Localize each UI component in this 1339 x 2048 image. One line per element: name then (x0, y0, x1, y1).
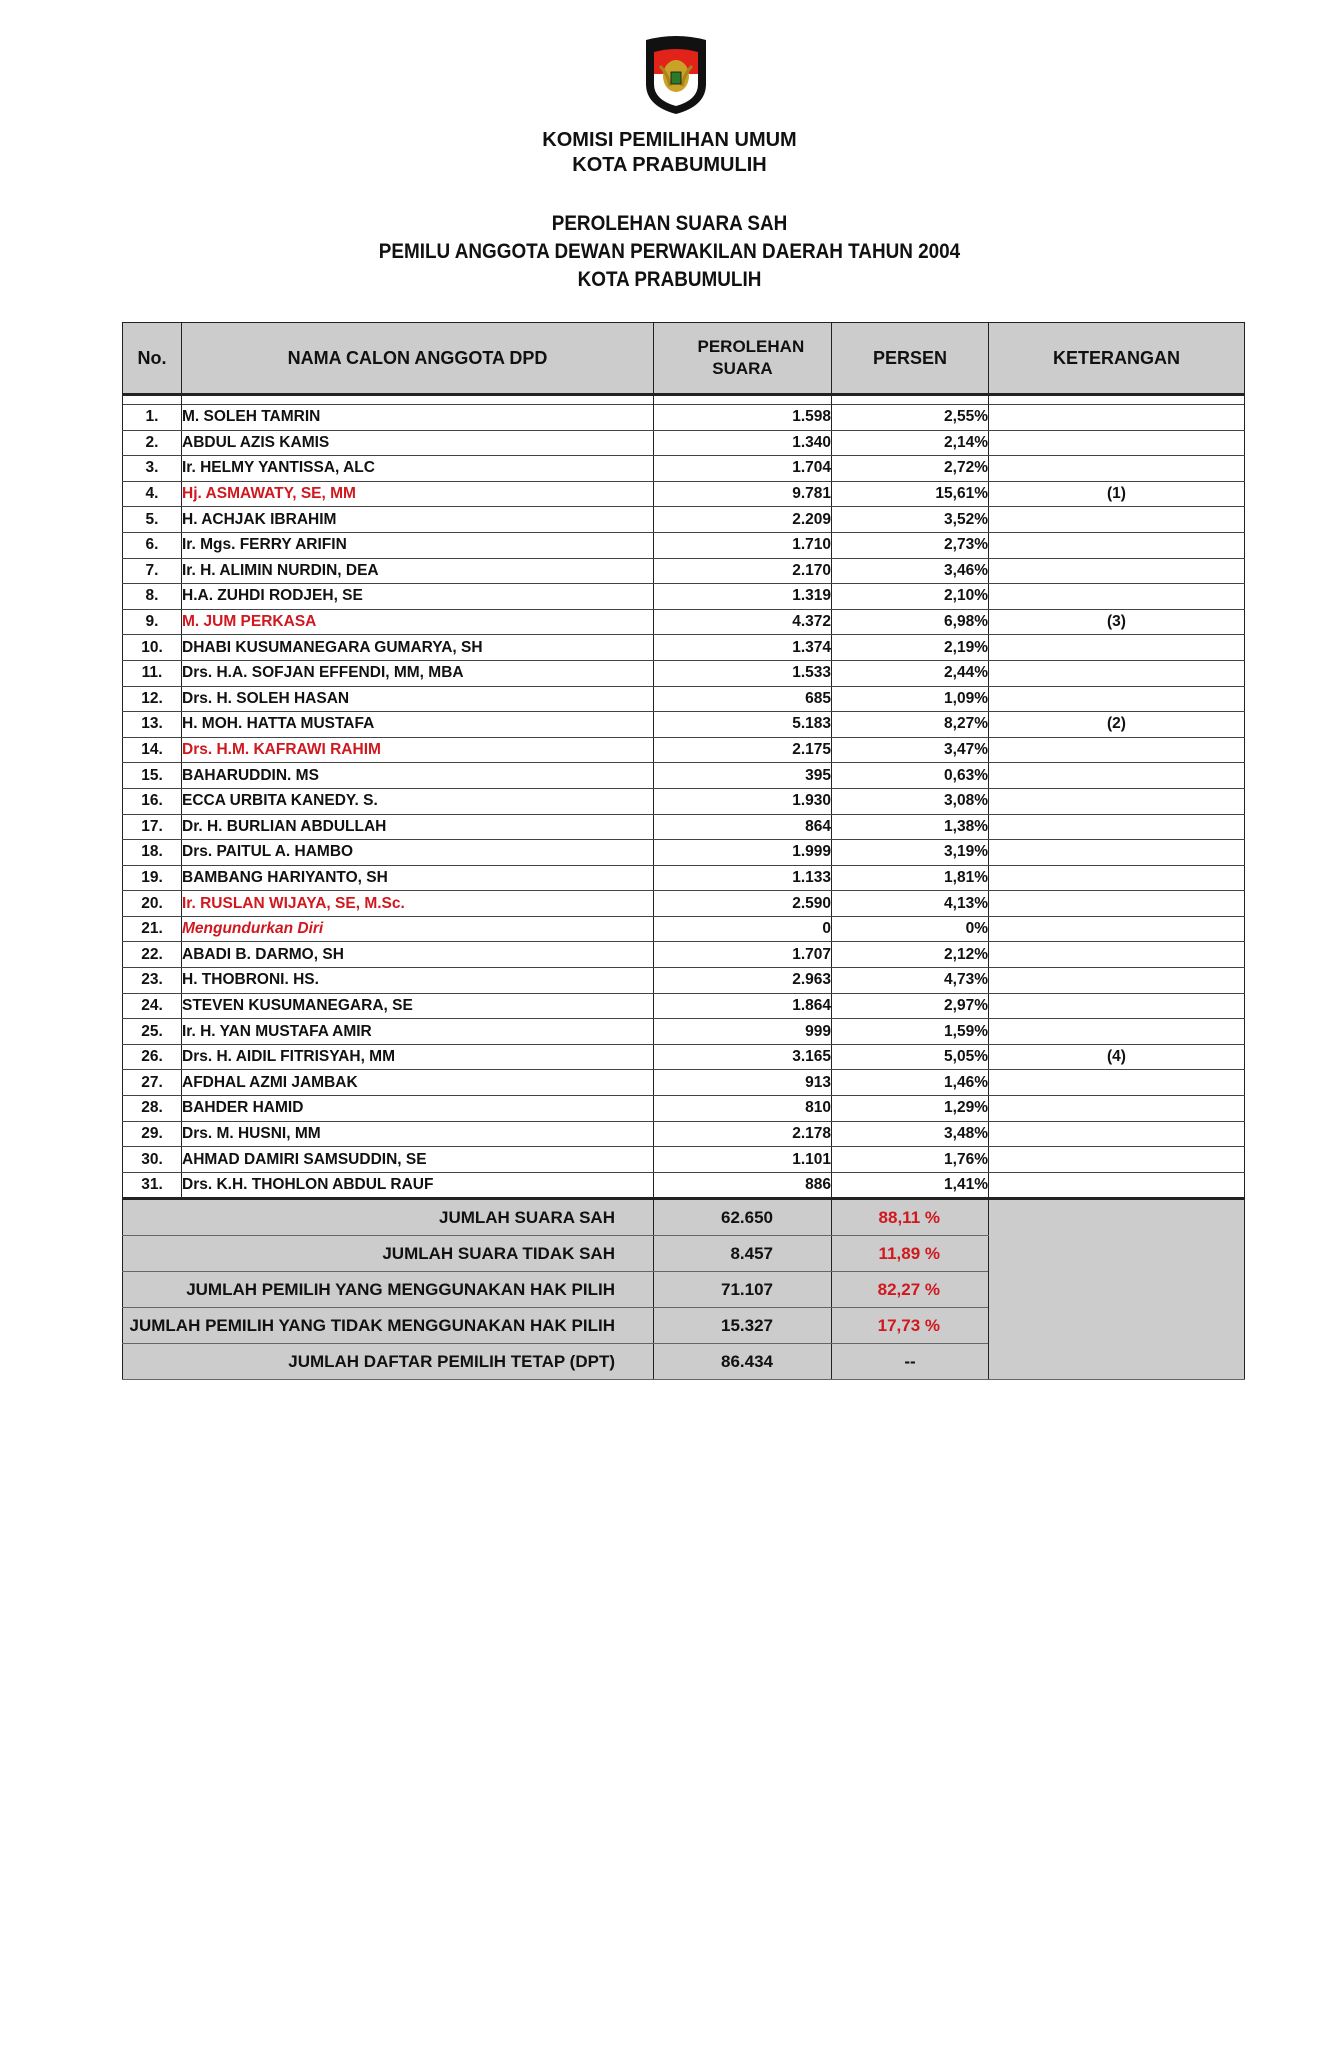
remark (989, 916, 1245, 942)
table-row (123, 891, 1245, 917)
vote-count: 1.374 (654, 635, 832, 661)
candidate-name: Ir. H. ALIMIN NURDIN, DEA (182, 558, 654, 584)
summary-value: 86.434 (654, 1344, 832, 1380)
row-number: 16. (123, 788, 182, 814)
row-number: 19. (123, 865, 182, 891)
summary-notes-cell (989, 1199, 1245, 1380)
summary-label: JUMLAH PEMILIH YANG MENGGUNAKAN HAK PILIH (123, 1272, 654, 1308)
row-number: 29. (123, 1121, 182, 1147)
table-row (123, 430, 1245, 456)
results-table (122, 322, 1245, 1380)
remark (989, 993, 1245, 1019)
vote-count: 810 (654, 1096, 832, 1122)
vote-percent: 2,97% (832, 993, 989, 1019)
vote-percent: 6,98% (832, 609, 989, 635)
vote-count: 0 (654, 916, 832, 942)
vote-count: 2.175 (654, 737, 832, 763)
vote-count: 395 (654, 763, 832, 789)
table-row (123, 942, 1245, 968)
vote-count: 999 (654, 1019, 832, 1045)
table-row (123, 584, 1245, 610)
vote-percent: 2,14% (832, 430, 989, 456)
doc-title-line3: KOTA PRABUMULIH (577, 268, 762, 291)
row-number: 3. (123, 456, 182, 482)
candidate-name: Mengundurkan Diri (182, 916, 654, 942)
candidate-name: Drs. H.M. KAFRAWI RAHIM (182, 737, 654, 763)
row-number: 4. (123, 481, 182, 507)
row-number: 13. (123, 712, 182, 738)
candidate-name: H. ACHJAK IBRAHIM (182, 507, 654, 533)
remark (989, 584, 1245, 610)
remark (989, 405, 1245, 431)
row-number: 18. (123, 840, 182, 866)
summary-value: 71.107 (654, 1272, 832, 1308)
vote-count: 1.999 (654, 840, 832, 866)
vote-percent: 0% (832, 916, 989, 942)
remark: (1) (989, 481, 1245, 507)
candidate-name: DHABI KUSUMANEGARA GUMARYA, SH (182, 635, 654, 661)
remark (989, 1096, 1245, 1122)
col-header-notes: KETERANGAN (989, 323, 1245, 395)
candidate-name: Hj. ASMAWATY, SE, MM (182, 481, 654, 507)
summary-label: JUMLAH SUARA SAH (123, 1199, 654, 1236)
kpu-emblem-icon (640, 34, 712, 116)
row-number: 1. (123, 405, 182, 431)
summary-label: JUMLAH SUARA TIDAK SAH (123, 1236, 654, 1272)
vote-percent: 5,05% (832, 1044, 989, 1070)
candidate-name: STEVEN KUSUMANEGARA, SE (182, 993, 654, 1019)
candidate-name: Ir. HELMY YANTISSA, ALC (182, 456, 654, 482)
doc-title-line2: PEMILU ANGGOTA DEWAN PERWAKILAN DAERAH TAHUN 2004 (378, 240, 961, 263)
row-number: 11. (123, 660, 182, 686)
remark: (4) (989, 1044, 1245, 1070)
vote-percent: 0,63% (832, 763, 989, 789)
remark (989, 763, 1245, 789)
summary-label: JUMLAH DAFTAR PEMILIH TETAP (DPT) (123, 1344, 654, 1380)
vote-percent: 4,13% (832, 891, 989, 917)
vote-count: 1.704 (654, 456, 832, 482)
remark (989, 507, 1245, 533)
table-row (123, 635, 1245, 661)
remark (989, 840, 1245, 866)
vote-count: 1.533 (654, 660, 832, 686)
vote-percent: 3,46% (832, 558, 989, 584)
table-row (123, 1070, 1245, 1096)
vote-count: 1.598 (654, 405, 832, 431)
remark (989, 942, 1245, 968)
vote-percent: 1,81% (832, 865, 989, 891)
candidate-name: Ir. H. YAN MUSTAFA AMIR (182, 1019, 654, 1045)
candidate-name: Ir. RUSLAN WIJAYA, SE, M.Sc. (182, 891, 654, 917)
remark (989, 1070, 1245, 1096)
remark (989, 430, 1245, 456)
vote-count: 1.340 (654, 430, 832, 456)
vote-count: 685 (654, 686, 832, 712)
org-city: KOTA PRABUMULIH (572, 154, 767, 176)
vote-percent: 1,38% (832, 814, 989, 840)
vote-percent: 2,55% (832, 405, 989, 431)
remark (989, 558, 1245, 584)
candidate-name: Drs. PAITUL A. HAMBO (182, 840, 654, 866)
vote-count: 2.590 (654, 891, 832, 917)
row-number: 24. (123, 993, 182, 1019)
vote-percent: 1,29% (832, 1096, 989, 1122)
table-header-row (123, 323, 1245, 395)
col-header-votes-label: PEROLEHAN SUARA (697, 337, 805, 378)
vote-count: 886 (654, 1172, 832, 1199)
summary-value: 8.457 (654, 1236, 832, 1272)
summary-percent: 82,27 % (832, 1272, 989, 1308)
table-row (123, 968, 1245, 994)
vote-percent: 3,08% (832, 788, 989, 814)
table-row (123, 609, 1245, 635)
row-number: 30. (123, 1147, 182, 1173)
table-row (123, 763, 1245, 789)
candidate-name: Ir. Mgs. FERRY ARIFIN (182, 532, 654, 558)
candidate-name: BAMBANG HARIYANTO, SH (182, 865, 654, 891)
table-row (123, 558, 1245, 584)
vote-count: 2.963 (654, 968, 832, 994)
vote-count: 1.707 (654, 942, 832, 968)
summary-percent: 88,11 % (832, 1199, 989, 1236)
row-number: 15. (123, 763, 182, 789)
vote-count: 913 (654, 1070, 832, 1096)
remark (989, 1147, 1245, 1173)
row-number: 26. (123, 1044, 182, 1070)
vote-count: 1.133 (654, 865, 832, 891)
vote-count: 1.864 (654, 993, 832, 1019)
candidate-name: M. JUM PERKASA (182, 609, 654, 635)
vote-count: 1.710 (654, 532, 832, 558)
table-row (123, 712, 1245, 738)
row-number: 5. (123, 507, 182, 533)
vote-percent: 3,19% (832, 840, 989, 866)
remark (989, 1172, 1245, 1199)
summary-percent: -- (832, 1344, 989, 1380)
candidate-name: AFDHAL AZMI JAMBAK (182, 1070, 654, 1096)
vote-count: 2.178 (654, 1121, 832, 1147)
col-header-no: No. (123, 323, 182, 395)
table-row (123, 686, 1245, 712)
row-number: 14. (123, 737, 182, 763)
doc-title (67, 210, 1272, 294)
table-row (123, 481, 1245, 507)
vote-percent: 2,12% (832, 942, 989, 968)
candidate-name: H. THOBRONI. HS. (182, 968, 654, 994)
remark (989, 532, 1245, 558)
candidate-name: Drs. H. AIDIL FITRISYAH, MM (182, 1044, 654, 1070)
col-header-percent: PERSEN (832, 323, 989, 395)
vote-percent: 2,44% (832, 660, 989, 686)
row-number: 2. (123, 430, 182, 456)
candidate-name: Drs. H.A. SOFJAN EFFENDI, MM, MBA (182, 660, 654, 686)
header-spacer (123, 395, 1245, 405)
col-header-name: NAMA CALON ANGGOTA DPD (182, 323, 654, 395)
summary-value: 62.650 (654, 1199, 832, 1236)
remark (989, 456, 1245, 482)
remark (989, 788, 1245, 814)
row-number: 27. (123, 1070, 182, 1096)
row-number: 20. (123, 891, 182, 917)
vote-count: 1.101 (654, 1147, 832, 1173)
remark (989, 865, 1245, 891)
candidate-name: Drs. M. HUSNI, MM (182, 1121, 654, 1147)
remark (989, 635, 1245, 661)
vote-count: 1.319 (654, 584, 832, 610)
row-number: 8. (123, 584, 182, 610)
row-number: 17. (123, 814, 182, 840)
summary-row (123, 1199, 1245, 1236)
vote-percent: 3,48% (832, 1121, 989, 1147)
row-number: 25. (123, 1019, 182, 1045)
table-row (123, 1172, 1245, 1199)
table-row (123, 916, 1245, 942)
summary-percent: 11,89 % (832, 1236, 989, 1272)
table-row (123, 1096, 1245, 1122)
remark (989, 1019, 1245, 1045)
row-number: 7. (123, 558, 182, 584)
org-name: KOMISI PEMILIHAN UMUM (542, 129, 797, 151)
table-row (123, 1044, 1245, 1070)
table-row (123, 507, 1245, 533)
table-row (123, 660, 1245, 686)
table-row (123, 865, 1245, 891)
row-number: 6. (123, 532, 182, 558)
table-row (123, 456, 1245, 482)
summary-value: 15.327 (654, 1308, 832, 1344)
remark (989, 968, 1245, 994)
row-number: 22. (123, 942, 182, 968)
remark (989, 1121, 1245, 1147)
table-row (123, 814, 1245, 840)
row-number: 12. (123, 686, 182, 712)
table-row (123, 840, 1245, 866)
remark (989, 814, 1245, 840)
vote-count: 3.165 (654, 1044, 832, 1070)
table-row (123, 1019, 1245, 1045)
vote-percent: 1,46% (832, 1070, 989, 1096)
vote-count: 2.209 (654, 507, 832, 533)
vote-count: 9.781 (654, 481, 832, 507)
vote-percent: 3,52% (832, 507, 989, 533)
org-heading (0, 128, 1339, 178)
vote-percent: 8,27% (832, 712, 989, 738)
candidate-name: H.A. ZUHDI RODJEH, SE (182, 584, 654, 610)
vote-percent: 1,76% (832, 1147, 989, 1173)
row-number: 28. (123, 1096, 182, 1122)
table-row (123, 1147, 1245, 1173)
vote-percent: 2,73% (832, 532, 989, 558)
candidate-name: ABADI B. DARMO, SH (182, 942, 654, 968)
row-number: 21. (123, 916, 182, 942)
vote-count: 864 (654, 814, 832, 840)
candidate-name: BAHARUDDIN. MS (182, 763, 654, 789)
table-row (123, 737, 1245, 763)
candidate-name: BAHDER HAMID (182, 1096, 654, 1122)
vote-count: 5.183 (654, 712, 832, 738)
doc-title-line1: PEROLEHAN SUARA SAH (551, 212, 788, 235)
vote-percent: 1,09% (832, 686, 989, 712)
remark: (2) (989, 712, 1245, 738)
table-row (123, 993, 1245, 1019)
row-number: 31. (123, 1172, 182, 1199)
candidate-name: H. MOH. HATTA MUSTAFA (182, 712, 654, 738)
vote-percent: 15,61% (832, 481, 989, 507)
vote-count: 1.930 (654, 788, 832, 814)
table-row (123, 788, 1245, 814)
remark (989, 686, 1245, 712)
col-header-votes (654, 323, 832, 395)
candidate-name: AHMAD DAMIRI SAMSUDDIN, SE (182, 1147, 654, 1173)
summary-percent: 17,73 % (832, 1308, 989, 1344)
vote-count: 4.372 (654, 609, 832, 635)
vote-percent: 2,19% (832, 635, 989, 661)
remark: (3) (989, 609, 1245, 635)
row-number: 23. (123, 968, 182, 994)
row-number: 10. (123, 635, 182, 661)
candidate-name: ECCA URBITA KANEDY. S. (182, 788, 654, 814)
vote-percent: 3,47% (832, 737, 989, 763)
remark (989, 660, 1245, 686)
candidate-name: Drs. K.H. THOHLON ABDUL RAUF (182, 1172, 654, 1199)
remark (989, 737, 1245, 763)
candidate-name: Dr. H. BURLIAN ABDULLAH (182, 814, 654, 840)
summary-label: JUMLAH PEMILIH YANG TIDAK MENGGUNAKAN HAK PILIH (123, 1308, 654, 1344)
table-row (123, 532, 1245, 558)
vote-percent: 4,73% (832, 968, 989, 994)
vote-count: 2.170 (654, 558, 832, 584)
vote-percent: 1,41% (832, 1172, 989, 1199)
remark (989, 891, 1245, 917)
candidate-name: Drs. H. SOLEH HASAN (182, 686, 654, 712)
vote-percent: 2,72% (832, 456, 989, 482)
candidate-name: M. SOLEH TAMRIN (182, 405, 654, 431)
table-row (123, 1121, 1245, 1147)
table-row (123, 405, 1245, 431)
vote-percent: 2,10% (832, 584, 989, 610)
candidate-name: ABDUL AZIS KAMIS (182, 430, 654, 456)
row-number: 9. (123, 609, 182, 635)
vote-percent: 1,59% (832, 1019, 989, 1045)
